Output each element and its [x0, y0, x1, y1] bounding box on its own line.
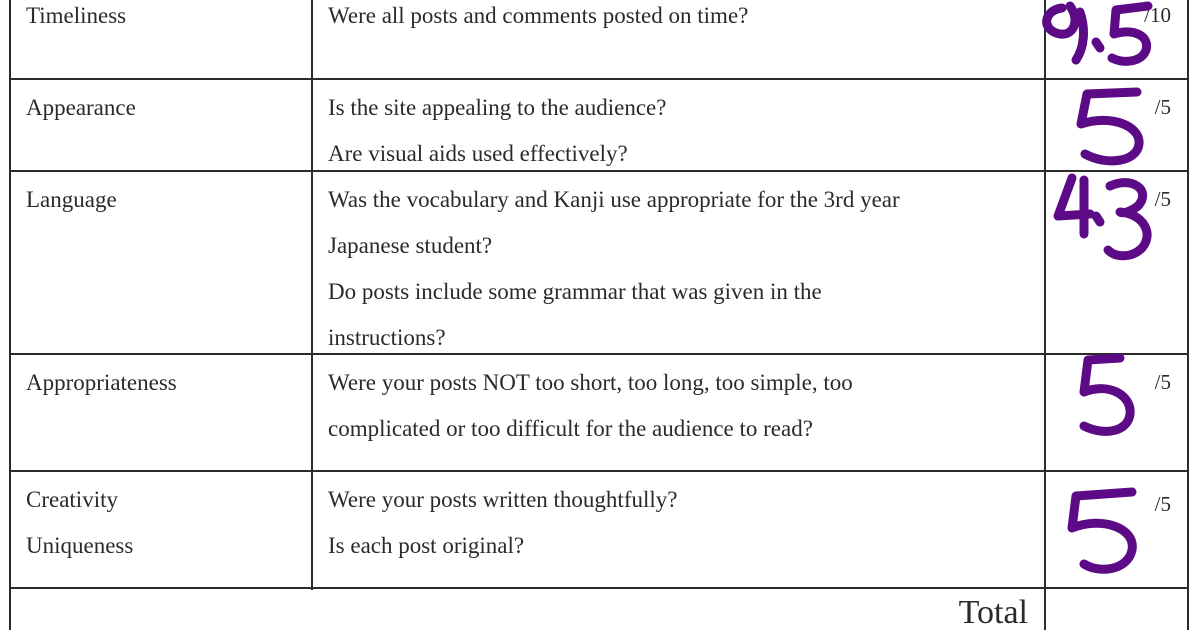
question-appropriateness [328, 360, 1028, 452]
question-line: Was the vocabulary and Kanji use appropriate for the 3rd year [328, 187, 900, 212]
question-line: Is each post original? [328, 533, 525, 558]
max-points: /5 [1154, 492, 1171, 516]
question-language [328, 177, 1028, 361]
max-points: /5 [1154, 370, 1171, 394]
criterion-label: Appropriateness [26, 370, 177, 395]
question-line: Is the site appealing to the audience? [328, 95, 667, 120]
question-line: complicated or too difficult for the audience to read? [328, 416, 813, 441]
criterion-label: Language [26, 187, 117, 212]
question-line: Do posts include some grammar that was given in the [328, 279, 822, 304]
row-divider [9, 470, 1189, 472]
max-points: /5 [1154, 187, 1171, 211]
question-appearance [328, 85, 1028, 177]
question-line: instructions? [328, 325, 446, 350]
criterion-label: Uniqueness [26, 533, 134, 558]
row-divider [9, 78, 1189, 80]
criterion-creativity [26, 477, 133, 569]
criterion-label: Creativity [26, 487, 118, 512]
question-line: Were your posts written thoughtfully? [328, 487, 678, 512]
total-label: Total [958, 594, 1028, 631]
criterion-appearance [26, 85, 136, 131]
criterion-label: Appearance [26, 95, 136, 120]
question-line: Were all posts and comments posted on time? [328, 3, 749, 28]
criterion-timeliness [26, 0, 126, 39]
question-line: Japanese student? [328, 233, 493, 258]
question-timeliness [328, 0, 1028, 39]
handwritten-score-4-3 [1050, 172, 1160, 284]
question-line: Were your posts NOT too short, too long, too simple, too [328, 370, 853, 395]
column-divider-1 [311, 0, 313, 590]
handwritten-score-5 [1050, 480, 1150, 580]
max-points: /10 [1144, 3, 1171, 27]
table-border-left [9, 0, 11, 630]
handwritten-score-5 [1060, 350, 1160, 445]
table-border-right [1187, 0, 1189, 630]
criterion-label: Timeliness [26, 3, 127, 28]
criterion-appropriateness [26, 360, 177, 406]
handwritten-score-9-5 [1030, 0, 1160, 75]
max-points: /5 [1154, 95, 1171, 119]
criterion-language [26, 177, 117, 223]
handwritten-score-5 [1045, 80, 1155, 172]
row-divider [9, 587, 1189, 589]
question-line: Are visual aids used effectively? [328, 141, 628, 166]
question-creativity [328, 477, 1028, 569]
